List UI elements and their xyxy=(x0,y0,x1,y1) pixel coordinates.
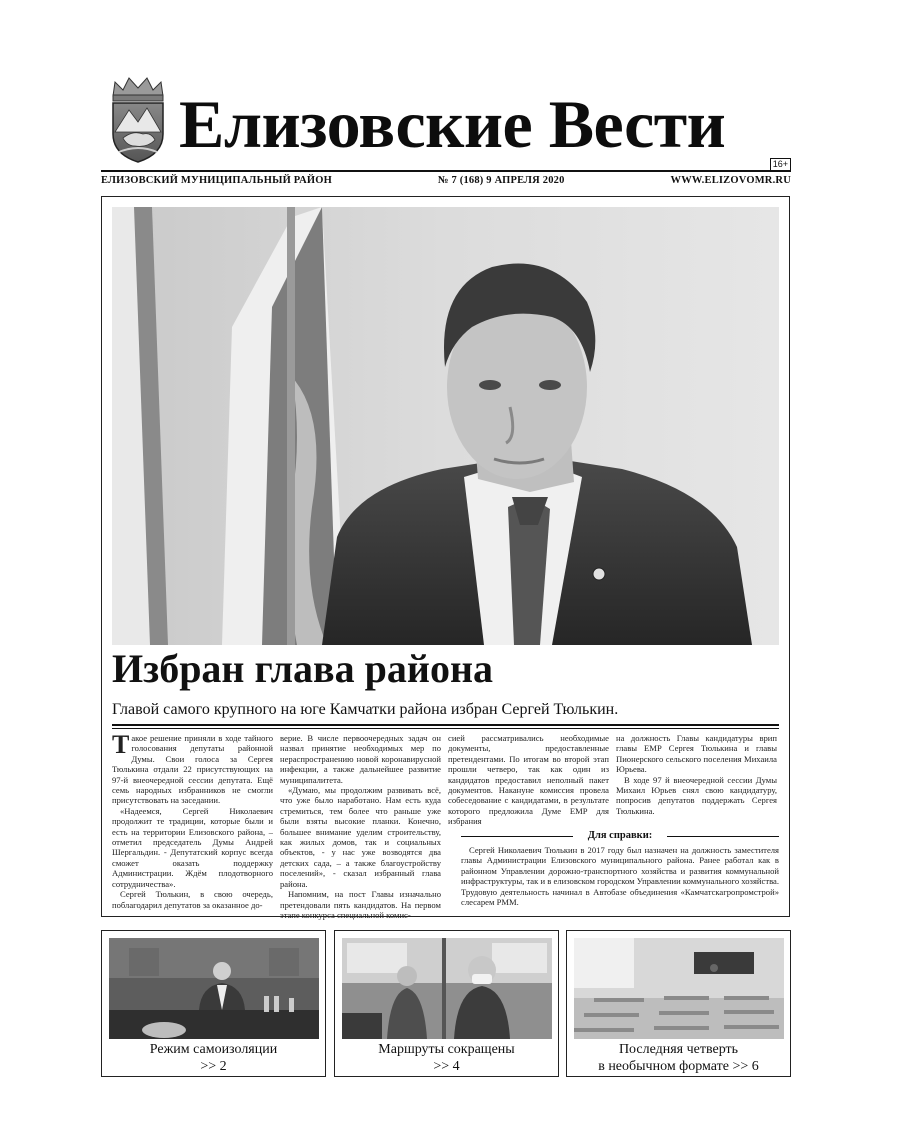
article-paragraph: акое решение приняли в ходе тайного голосования депутаты районной Думы. Свои голоса за Сергея Тюлькина отдали 22 присутствующих на 97-й внеочередной сессии депутата. Ещё семь народных избранников не смогли присутствовать на заседании. xyxy=(112,733,273,806)
teaser-photo-bus xyxy=(342,938,552,1039)
website-link[interactable]: WWW.ELIZOVOMR.RU xyxy=(670,175,791,186)
teaser-photo-classroom xyxy=(574,938,784,1039)
teaser-page-ref: в необычном формате >> 6 xyxy=(598,1059,759,1074)
teaser-page-ref: >> 2 xyxy=(200,1059,227,1074)
reference-title: Для справки: xyxy=(461,830,779,841)
article-paragraph: Сергей Тюлькин, в свою очередь, поблагодарил депутатов за оказанное до- xyxy=(112,889,273,910)
reference-text: Сергей Николаевич Тюлькин в 2017 году был назначен на должность заместителя главы Администрации Елизовского муниципального района. Ранее работал как в районном Управлении дорожно-транспортного хозяйства и развития коммунальной инфраструктуры, так и в елизовском городском Управлении коммунального хозяйства. Трудовую деятельность начинал в Автобазе объединения «Камчатскагропромстрой» слесарем РММ. xyxy=(461,845,779,908)
age-rating-badge: 16+ xyxy=(770,158,791,171)
teaser-last-quarter[interactable] xyxy=(566,930,791,1077)
article-paragraph: Напомним, на пост Главы изначально претендовали пять кандидатов. На первом этапе конкурса специальной комис- xyxy=(280,889,441,920)
article-column-3 xyxy=(448,733,609,829)
teaser-title: Маршруты сокращены xyxy=(378,1042,515,1057)
lead-photo-portrait xyxy=(112,207,779,645)
teaser-title: Последняя четверть xyxy=(618,1042,739,1057)
district-name: ЕЛИЗОВСКИЙ МУНИЦИПАЛЬНЫЙ РАЙОН xyxy=(101,175,332,186)
article-column-4 xyxy=(616,733,777,829)
district-crest-icon xyxy=(107,74,169,164)
lead-headline: Избран глава района xyxy=(112,646,493,691)
newspaper-title: Елизовские Вести xyxy=(179,86,726,162)
teaser-caption xyxy=(102,1041,325,1075)
teaser-page-ref: >> 4 xyxy=(433,1059,460,1074)
teaser-caption xyxy=(335,1041,558,1075)
divider xyxy=(112,724,779,726)
divider xyxy=(112,728,779,729)
reference-box xyxy=(461,830,779,907)
article-paragraph: сией рассматривались необходимые документы, предоставленные претендентами. По итогам во второй этап прошли четверо, так как один из кандидатов предоставил неполный пакет документов. Накануне комиссия провела собеседование с кандидатами, в результате которого предложила Думе ЕМР для избрания xyxy=(448,733,609,827)
article-paragraph: «Думаю, мы продолжим развивать всё, что уже было наработано. Нам есть куда стремиться, тем более что раньше уже были взяты высокие планки. Конечно, большее внимание уделим строительству, как жилых домов, так и социальных объектов, - у нас уже возводятся два детских сада, – а также благоустройству поселений», - сказал избранный глава района. xyxy=(280,785,441,889)
drop-cap: Т xyxy=(112,733,130,759)
article-column-2 xyxy=(280,733,441,920)
article-paragraph: на должность Главы кандидатуры врип главы ЕМР Сергея Тюлькина и главы Пионерского сельского поселения Михаила Юрьева. xyxy=(616,733,777,775)
teaser-routes-reduced[interactable] xyxy=(334,930,559,1077)
article-paragraph: В ходе 97 й внеочередной сессии Думы Михаил Юрьев снял свою кандидатуру, попросив депутатов поддержать Сергея Тюлькина. xyxy=(616,774,777,816)
article-paragraph: верие. В числе первоочередных задач он назвал принятие необходимых мер по нераспространению новой коронавирусной инфекции, а также дальнейшее развитие муниципалитета. xyxy=(280,733,441,785)
masthead xyxy=(101,70,791,188)
article-column-1 xyxy=(112,733,273,910)
issue-info-bar xyxy=(101,170,791,186)
lead-story xyxy=(101,196,790,920)
issue-number-date: № 7 (168) 9 АПРЕЛЯ 2020 xyxy=(437,175,565,186)
article-paragraph: «Надеемся, Сергей Николаевич продолжит те традиции, которые были и есть на территории Елизовского района, – отметил председатель Думы Андрей Шергальдин. - Депутатский корпус всегда сможет оказать поддержку Администрации. Ждём плодотворного сотрудничества». xyxy=(112,805,273,889)
lead-subhead: Главой самого крупного на юге Камчатки района избран Сергей Тюлькин. xyxy=(112,701,619,718)
teaser-caption xyxy=(567,1041,790,1075)
teaser-photo-meeting xyxy=(109,938,319,1039)
teaser-title: Режим самоизоляции xyxy=(149,1042,278,1057)
teaser-self-isolation[interactable] xyxy=(101,930,326,1077)
